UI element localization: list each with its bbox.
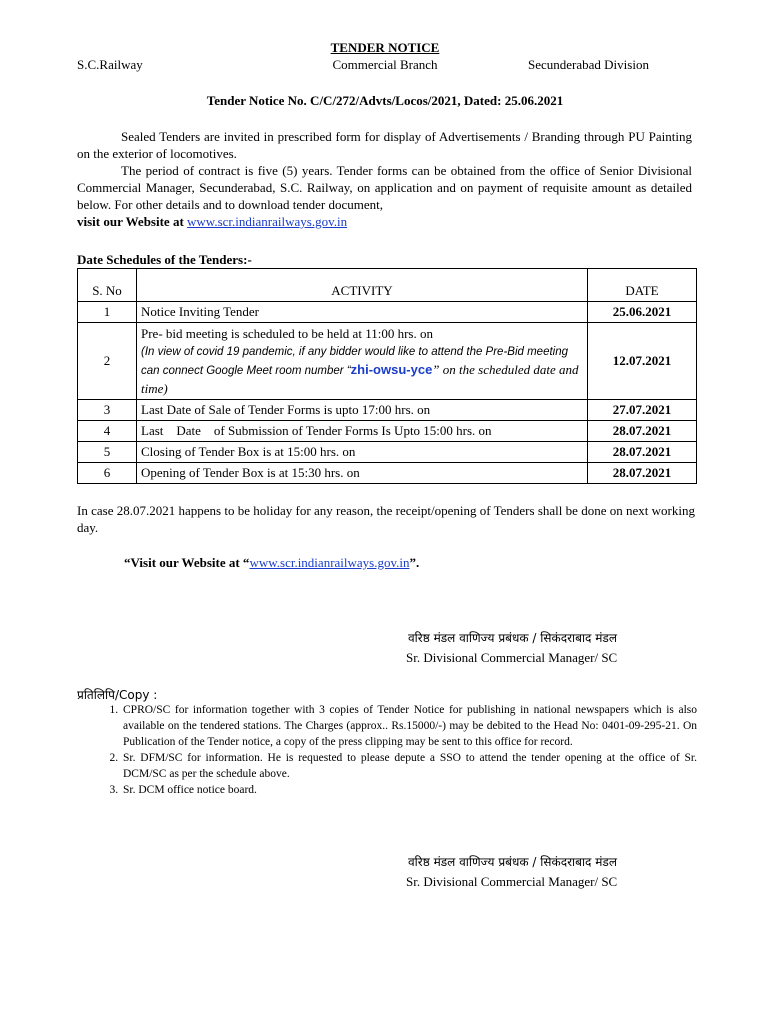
row-sno: 3 [78, 400, 137, 421]
table-row [78, 421, 697, 442]
list-item: 2. Sr. DFM/SC for information. He is requested to please depute a SSO to attend the tender opening at the office of Sr. DCM/SC as per the schedule above. [121, 750, 697, 782]
header-branch: Commercial Branch [332, 57, 438, 72]
row-date: 12.07.2021 [588, 323, 697, 400]
list-item: 1. CPRO/SC for information together with 3 copies of Tender Notice for publishing in national newspapers which is also available on the tendered stations. The Charges (approx.. Rs.15000/-) may be debited to the Head No: 0401-09-295-21. On Publication of the Tender notice, a copy of the press clipping may be sent to this office for record. [121, 702, 697, 750]
intro-paragraph-2 [77, 162, 692, 230]
list-item: 3. Sr. DCM office notice board. [121, 782, 697, 798]
row-sno: 6 [78, 463, 137, 484]
column-header-sno: S. No [78, 269, 137, 302]
row-date: 28.07.2021 [588, 463, 697, 484]
notice-title: TENDER NOTICE [330, 40, 440, 55]
row-date: 28.07.2021 [588, 421, 697, 442]
copy-list-container [77, 702, 697, 798]
signature-hindi-2: वरिष्ठ मंडल वाणिज्य प्रबंधक / सिकंदराबाद मंडल [408, 855, 617, 869]
visit-suffix: ”. [409, 555, 420, 570]
row-activity: Closing of Tender Box is at 15:00 hrs. on [137, 442, 588, 463]
row-activity: Opening of Tender Box is at 15:30 hrs. on [137, 463, 588, 484]
row-activity: Last Date of Sale of Tender Forms is upto 17:00 hrs. on [137, 400, 588, 421]
header-railway: S.C.Railway [77, 57, 143, 72]
tender-notice-number: Tender Notice No. C/C/272/Advts/Locos/2021, Dated: 25.06.2021 [206, 93, 564, 108]
intro-paragraph-1: Sealed Tenders are invited in prescribed form for display of Advertisements / Branding through PU Painting on the exterior of locomotives. [77, 129, 692, 161]
row-date: 28.07.2021 [588, 442, 697, 463]
row-date: 25.06.2021 [588, 302, 697, 323]
row-activity: Last Date of Submission of Tender Forms Is Upto 15:00 hrs. on [137, 421, 588, 442]
row-date: 27.07.2021 [588, 400, 697, 421]
table-row [78, 463, 697, 484]
row-sno: 4 [78, 421, 137, 442]
copy-label: प्रतिलिपि/Copy : [77, 688, 158, 702]
visit-prefix: “Visit our Website at “ [124, 555, 250, 570]
row-activity [137, 323, 588, 400]
website-link[interactable]: www.scr.indianrailways.gov.in [187, 214, 348, 229]
schedule-heading: Date Schedules of the Tenders:- [77, 252, 252, 267]
copy-list [77, 702, 697, 798]
table-row [78, 400, 697, 421]
header-division: Secunderabad Division [528, 57, 649, 72]
signature-hindi: वरिष्ठ मंडल वाणिज्य प्रबंधक / सिकंदराबाद मंडल [408, 631, 617, 645]
row-activity: Notice Inviting Tender [137, 302, 588, 323]
visit-website-label: visit our Website at [77, 214, 184, 229]
row-sno: 5 [78, 442, 137, 463]
row-sno: 1 [78, 302, 137, 323]
intro-paragraph-2-text: The period of contract is five (5) years. Tender forms can be obtained from the office of Senior Divisional Commercial Manager, Secunderabad, S.C. Railway, on application and on payment of requisite amount as detailed below. For other details and to download tender document, [77, 163, 692, 212]
row-activity-text: Pre- bid meeting is scheduled to be held at 11:00 hrs. on [141, 326, 433, 341]
schedule-table [77, 268, 697, 484]
table-row [78, 302, 697, 323]
covid-note: (In view of covid 19 pandemic, if any bidder would like to attend the Pre-Bid meeting can connect Google Meet room number “ [141, 346, 569, 377]
visit-website-line [124, 555, 419, 571]
signature-english-2: Sr. Divisional Commercial Manager/ SC [406, 874, 618, 889]
website-link-2[interactable]: www.scr.indianrailways.gov.in [249, 555, 410, 570]
signature-english: Sr. Divisional Commercial Manager/ SC [406, 650, 618, 665]
column-header-date: DATE [588, 269, 697, 302]
table-row [78, 442, 697, 463]
column-header-activity: ACTIVITY [137, 269, 588, 302]
table-header-row [78, 269, 697, 302]
covid-note-end: ” on the scheduled date and time) [141, 362, 579, 396]
row-sno: 2 [78, 323, 137, 400]
holiday-note: In case 28.07.2021 happens to be holiday for any reason, the receipt/opening of Tenders shall be done on next working day. [77, 503, 695, 535]
table-row [78, 323, 697, 400]
meet-room-code: zhi-owsu-yce [350, 362, 433, 377]
